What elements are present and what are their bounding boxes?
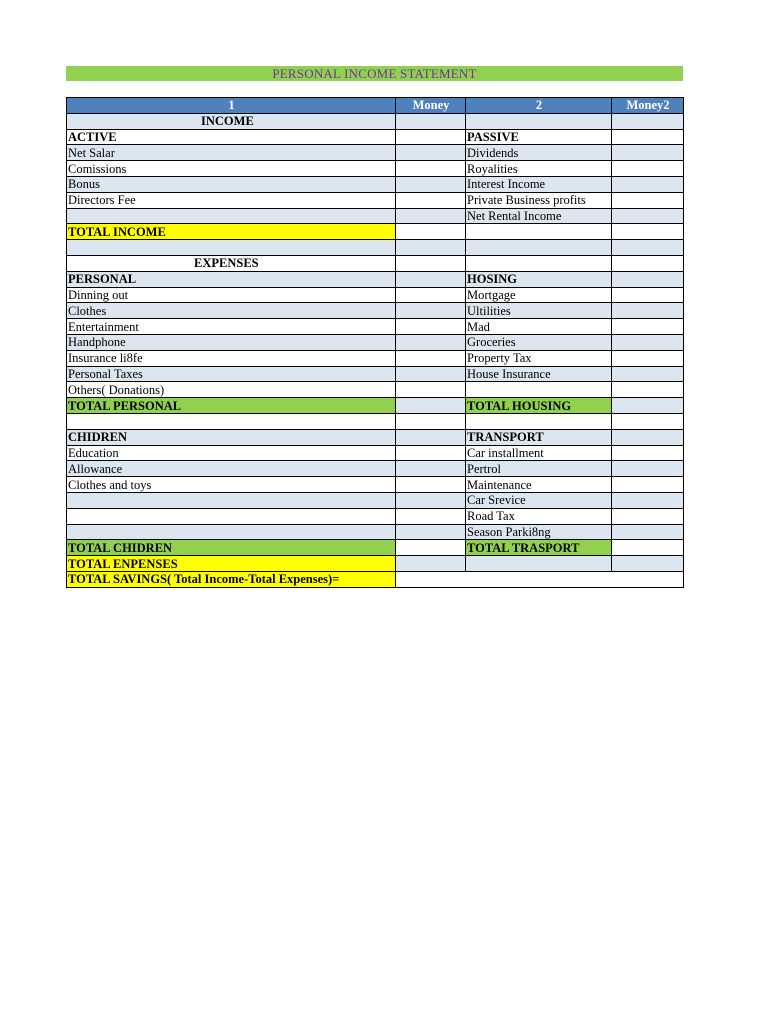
expense-item-label[interactable]: Handphone bbox=[67, 334, 396, 350]
passive-label[interactable]: PASSIVE bbox=[466, 129, 612, 145]
money-cell[interactable] bbox=[396, 303, 466, 319]
money-cell[interactable] bbox=[612, 350, 684, 366]
expense-item-label[interactable]: Entertainment bbox=[67, 319, 396, 335]
money-cell[interactable] bbox=[396, 240, 466, 256]
money-cell[interactable] bbox=[396, 255, 466, 271]
money-cell[interactable] bbox=[612, 477, 684, 493]
money-cell[interactable] bbox=[396, 461, 466, 477]
expense-item-label[interactable]: Dinning out bbox=[67, 287, 396, 303]
table-row bbox=[67, 461, 684, 477]
table-row bbox=[67, 161, 684, 177]
money-cell[interactable] bbox=[396, 129, 466, 145]
total-children-value[interactable] bbox=[396, 540, 466, 556]
header-money2[interactable]: Money2 bbox=[612, 98, 684, 114]
personal-label[interactable]: PERSONAL bbox=[67, 271, 396, 287]
table-cell[interactable] bbox=[67, 240, 396, 256]
table-row bbox=[67, 571, 684, 587]
table-row bbox=[67, 492, 684, 508]
money-cell[interactable] bbox=[612, 334, 684, 350]
table-row bbox=[67, 398, 684, 414]
table-row bbox=[67, 477, 684, 493]
expense-item-label[interactable]: Others( Donations) bbox=[67, 382, 396, 398]
money-cell[interactable] bbox=[396, 477, 466, 493]
money-cell[interactable] bbox=[396, 508, 466, 524]
income-item-label[interactable]: Directors Fee bbox=[67, 192, 396, 208]
table-row bbox=[67, 319, 684, 335]
table-cell[interactable] bbox=[466, 113, 612, 129]
money-cell[interactable] bbox=[396, 271, 466, 287]
table-row bbox=[67, 255, 684, 271]
money-cell[interactable] bbox=[396, 113, 466, 129]
total-personal-value[interactable] bbox=[396, 398, 466, 414]
total-expenses-value[interactable] bbox=[396, 556, 466, 572]
income-item-label[interactable]: Net Salar bbox=[67, 145, 396, 161]
expense-item-label[interactable]: Car Srevice bbox=[466, 492, 612, 508]
children-label[interactable]: CHIDREN bbox=[67, 429, 396, 445]
expense-item-label[interactable]: House Insurance bbox=[466, 366, 612, 382]
expense-item-label[interactable]: Personal Taxes bbox=[67, 366, 396, 382]
table-row bbox=[67, 192, 684, 208]
sheet-title: PERSONAL INCOME STATEMENT bbox=[66, 66, 683, 81]
money-cell[interactable] bbox=[396, 445, 466, 461]
money-cell[interactable] bbox=[396, 319, 466, 335]
total-expenses-label[interactable]: TOTAL ENPENSES bbox=[67, 556, 396, 572]
income-item-label[interactable]: Private Business profits bbox=[466, 192, 612, 208]
money-cell[interactable] bbox=[612, 113, 684, 129]
money-cell[interactable] bbox=[396, 176, 466, 192]
money-cell[interactable] bbox=[396, 287, 466, 303]
money-cell[interactable] bbox=[396, 350, 466, 366]
money-cell[interactable] bbox=[396, 429, 466, 445]
total-children-label[interactable]: TOTAL CHIDREN bbox=[67, 540, 396, 556]
total-housing-value[interactable] bbox=[612, 398, 684, 414]
expense-item-label[interactable]: Allowance bbox=[67, 461, 396, 477]
housing-label[interactable]: HOSING bbox=[466, 271, 612, 287]
total-transport-label[interactable]: TOTAL TRASPORT bbox=[466, 540, 612, 556]
money-cell[interactable] bbox=[612, 208, 684, 224]
total-personal-label[interactable]: TOTAL PERSONAL bbox=[67, 398, 396, 414]
total-housing-label[interactable]: TOTAL HOUSING bbox=[466, 398, 612, 414]
money-cell[interactable] bbox=[612, 461, 684, 477]
money-cell[interactable] bbox=[612, 129, 684, 145]
money-cell[interactable] bbox=[396, 366, 466, 382]
table-cell[interactable] bbox=[466, 413, 612, 429]
money-cell[interactable] bbox=[396, 413, 466, 429]
expense-item-label[interactable]: Ultilities bbox=[466, 303, 612, 319]
money-cell[interactable] bbox=[612, 319, 684, 335]
expense-item-label[interactable]: Season Parki8ng bbox=[466, 524, 612, 540]
money-cell[interactable] bbox=[612, 287, 684, 303]
money-cell[interactable] bbox=[612, 176, 684, 192]
table-cell[interactable] bbox=[466, 255, 612, 271]
money-cell[interactable] bbox=[612, 556, 684, 572]
money-cell[interactable] bbox=[612, 161, 684, 177]
table-cell[interactable] bbox=[466, 224, 612, 240]
income-item-label[interactable] bbox=[67, 208, 396, 224]
total-income-value[interactable] bbox=[396, 224, 466, 240]
expense-item-label[interactable]: Clothes and toys bbox=[67, 477, 396, 493]
table-row bbox=[67, 303, 684, 319]
header-col-2[interactable]: 2 bbox=[466, 98, 612, 114]
money-cell[interactable] bbox=[396, 145, 466, 161]
transport-label[interactable]: TRANSPORT bbox=[466, 429, 612, 445]
expense-item-label[interactable] bbox=[67, 508, 396, 524]
expense-item-label[interactable]: Groceries bbox=[466, 334, 612, 350]
active-label[interactable]: ACTIVE bbox=[67, 129, 396, 145]
expense-item-label[interactable]: Insurance li8fe bbox=[67, 350, 396, 366]
money-cell[interactable] bbox=[612, 445, 684, 461]
table-row bbox=[67, 445, 684, 461]
income-item-label[interactable]: Dividends bbox=[466, 145, 612, 161]
money-cell[interactable] bbox=[612, 224, 684, 240]
table-row bbox=[67, 524, 684, 540]
money-cell[interactable] bbox=[612, 303, 684, 319]
table-row bbox=[67, 429, 684, 445]
income-statement-table bbox=[66, 97, 684, 588]
expense-item-label[interactable]: Pertrol bbox=[466, 461, 612, 477]
expenses-section-label[interactable]: EXPENSES bbox=[67, 255, 396, 271]
table-row bbox=[67, 145, 684, 161]
table-row bbox=[67, 129, 684, 145]
money-cell[interactable] bbox=[396, 524, 466, 540]
money-cell[interactable] bbox=[396, 161, 466, 177]
money-cell[interactable] bbox=[612, 524, 684, 540]
money-cell[interactable] bbox=[612, 192, 684, 208]
money-cell[interactable] bbox=[396, 492, 466, 508]
expense-item-label[interactable]: Education bbox=[67, 445, 396, 461]
money-cell[interactable] bbox=[612, 145, 684, 161]
table-cell[interactable] bbox=[466, 240, 612, 256]
expense-item-label[interactable]: Mortgage bbox=[466, 287, 612, 303]
table-row bbox=[67, 366, 684, 382]
total-income-label[interactable]: TOTAL INCOME bbox=[67, 224, 396, 240]
expense-item-label[interactable]: Clothes bbox=[67, 303, 396, 319]
table-cell[interactable] bbox=[67, 413, 396, 429]
expense-item-label[interactable] bbox=[67, 492, 396, 508]
money-cell[interactable] bbox=[612, 413, 684, 429]
table-row bbox=[67, 382, 684, 398]
money-cell[interactable] bbox=[612, 492, 684, 508]
expense-item-label[interactable] bbox=[466, 382, 612, 398]
table-row bbox=[67, 208, 684, 224]
header-money[interactable]: Money bbox=[396, 98, 466, 114]
money-cell[interactable] bbox=[612, 240, 684, 256]
expense-item-label[interactable] bbox=[67, 524, 396, 540]
table-row bbox=[67, 350, 684, 366]
table-row bbox=[67, 508, 684, 524]
expense-item-label[interactable]: Car installment bbox=[466, 445, 612, 461]
money-cell[interactable] bbox=[612, 271, 684, 287]
header-row bbox=[67, 98, 684, 114]
table-row bbox=[67, 413, 684, 429]
money-cell[interactable] bbox=[396, 192, 466, 208]
total-savings-label[interactable]: TOTAL SAVINGS( Total Income-Total Expenses)= bbox=[67, 571, 396, 587]
table-row bbox=[67, 287, 684, 303]
money-cell[interactable] bbox=[396, 208, 466, 224]
table-row bbox=[67, 240, 684, 256]
table-row bbox=[67, 271, 684, 287]
expense-item-label[interactable]: Property Tax bbox=[466, 350, 612, 366]
table-row bbox=[67, 176, 684, 192]
money-cell[interactable] bbox=[612, 366, 684, 382]
total-savings-value[interactable] bbox=[396, 571, 684, 587]
table-row bbox=[67, 224, 684, 240]
total-transport-value[interactable] bbox=[612, 540, 684, 556]
income-item-label[interactable]: Royalities bbox=[466, 161, 612, 177]
money-cell[interactable] bbox=[612, 255, 684, 271]
expense-item-label[interactable]: Road Tax bbox=[466, 508, 612, 524]
table-row bbox=[67, 556, 684, 572]
income-item-label[interactable]: Comissions bbox=[67, 161, 396, 177]
money-cell[interactable] bbox=[612, 382, 684, 398]
table-cell[interactable] bbox=[466, 556, 612, 572]
table-row bbox=[67, 334, 684, 350]
income-item-label[interactable]: Net Rental Income bbox=[466, 208, 612, 224]
expense-item-label[interactable]: Maintenance bbox=[466, 477, 612, 493]
header-col-1[interactable]: 1 bbox=[67, 98, 396, 114]
table-row bbox=[67, 113, 684, 129]
income-item-label[interactable]: Bonus bbox=[67, 176, 396, 192]
income-item-label[interactable]: Interest Income bbox=[466, 176, 612, 192]
money-cell[interactable] bbox=[396, 382, 466, 398]
money-cell[interactable] bbox=[612, 429, 684, 445]
table-row bbox=[67, 540, 684, 556]
income-section-label[interactable]: INCOME bbox=[67, 113, 396, 129]
money-cell[interactable] bbox=[612, 508, 684, 524]
expense-item-label[interactable]: Mad bbox=[466, 319, 612, 335]
money-cell[interactable] bbox=[396, 334, 466, 350]
